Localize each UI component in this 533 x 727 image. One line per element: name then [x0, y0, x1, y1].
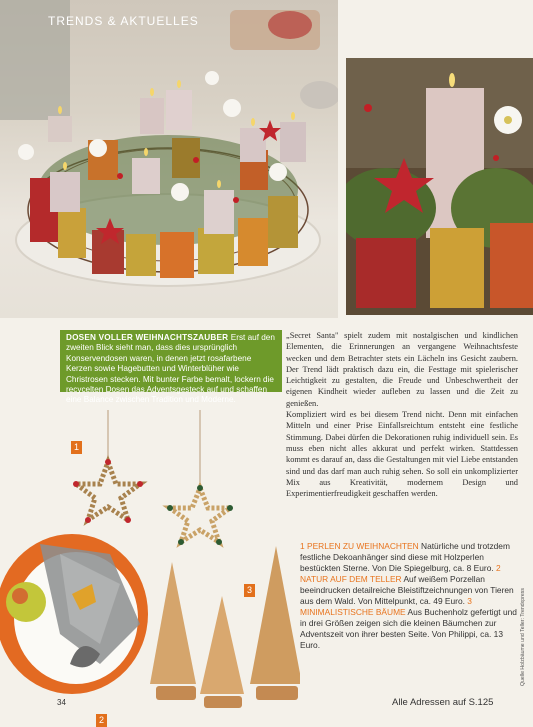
photo-credit [514, 540, 526, 690]
legend-heading: PERLEN ZU WEIHNACHTEN [307, 541, 422, 551]
legend-text: Natürliche und trotzdem festliche Dekoanhänger sind diese mit Holzperlen bestückten Sterne. Von Die Spiegelburg, ca. 8 Euro. [300, 541, 510, 573]
legend-number: 1 [300, 541, 307, 551]
marker-2: 2 [96, 714, 107, 727]
photo-caption [60, 330, 282, 405]
marker-3: 3 [244, 584, 255, 597]
caption-text: Erst auf den zweiten Blick sieht man, dass dies ursprünglich Konservendosen waren, in denen jetzt rosafarbene Kerzen sowie Hagebutten und Winterblüher wie Christrosen stecken. Mit bunter Farbe bemalt, lockern die recycelten Dosen das Adventsgesteck auf und schaffen eine Balance zwischen Tradition und Moderne. [66, 333, 275, 405]
plate-and-trees-image [0, 514, 300, 714]
product-legend [300, 541, 522, 651]
marker-1: 1 [71, 441, 82, 454]
legend-number: 2 [496, 563, 501, 573]
legend-text: Auf weißem Porzellan beeindrucken detailreiche Bleistiftzeichnungen von Tieren aus dem Wald. Von Mittelpunkt, ca. 49 Euro. [300, 574, 514, 606]
photo-credit-text: Quelle Holzbäume und Teller: Trendxpress [520, 588, 526, 686]
advent-arrangement-photo [0, 0, 338, 318]
legend-text: Aus Buchenholz gefertigt und in drei Größen zeigen sich die kleinen Bäumchen zur Adventszeit von ihrer besten Seite. Von Philippi, ca. 13 Euro. [300, 607, 517, 650]
paragraph: „Secret Santa" spielt zudem mit nostalgischen und kindlichen Elementen, die Erinnerungen an vergangene Weihnachtsfeste wecken und dem Betrachter stets ein Lächeln ins Gesicht zaubern. Der Trend lädt praktisch dazu ein, die Festtage mit spielerischer Leichtigkeit zu gestalten, die Freude und Unbeschwertheit der eigenen Kindheit wieder aufleben zu lassen und die Zeit zu genießen. [286, 331, 518, 408]
caption-headline: DOSEN VOLLER WEIHNACHTSZAUBER [66, 333, 231, 342]
legend-number: 3 [467, 596, 472, 606]
article-body [286, 330, 518, 499]
paragraph: Kompliziert wird es bei diesem Trend nicht. Denn mit einfachen Mitteln und einer Prise Einfallsreichtum entsteht eine festliche Stimmung. Dabei dürfen die Dekorationen ruhig individuell sein. Es muss eben nicht alles akkurat und perfekt wirken. Stattdessen kommt es darauf an, dass die Gestaltungen mit viel Liebe entstanden sind und das darf man auch ruhig sehen. So soll ein unkomplizierter Mix aus Kreativität, modernem Design und Experimentierfreudigkeit geschaffen werden. [286, 410, 518, 499]
page-number: 34 [57, 698, 66, 707]
section-title: TRENDS & AKTUELLES [48, 14, 199, 28]
closeup-candle-photo [346, 58, 533, 315]
legend-heading: NATUR AUF DEM TELLER [300, 574, 404, 584]
addresses-reference: Alle Adressen auf S.125 [392, 697, 494, 708]
legend-heading: MINIMALISTISCHE BÄUME [300, 607, 408, 617]
